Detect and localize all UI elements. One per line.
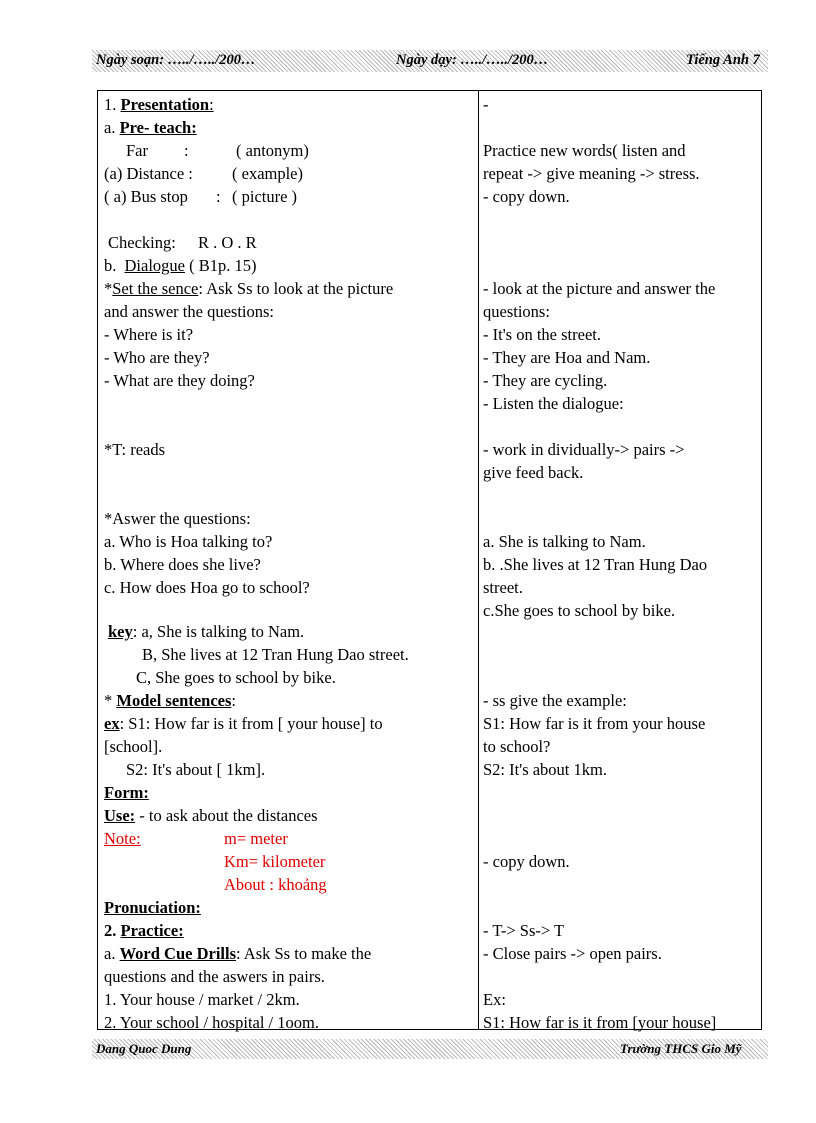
model-sentences-heading: * Model sentences: (104, 691, 236, 710)
example-s1-2: to school? (483, 737, 551, 756)
example-s2: S2: It's about [ 1km]. (126, 760, 266, 779)
close-open-pairs: - Close pairs -> open pairs. (483, 944, 662, 963)
checking-line: Checking: R . O . R (108, 233, 257, 252)
form-heading: Form: (104, 783, 149, 802)
example-s1: ex: S1: How far is it from [ your house] to (104, 714, 383, 733)
word-cue-drills: a. Word Cue Drills: Ask Ss to make the (104, 944, 372, 963)
ex-label: Ex: (483, 990, 506, 1009)
copy-down-2: - copy down. (483, 852, 570, 871)
note-about: About : khoảng (224, 875, 327, 894)
date-prepared: Ngày soạn: …../…../200… (96, 52, 256, 68)
question-what: - What are they doing? (104, 371, 255, 390)
author-name: Dang Quoc Dung (96, 1041, 192, 1056)
question-a: a. Who is Hoa talking to? (104, 532, 273, 551)
teacher-reads: *T: reads (104, 440, 166, 459)
answer-b-2: street. (483, 578, 523, 597)
lesson-table (97, 90, 762, 1030)
question-where: - Where is it? (104, 325, 194, 344)
answer-street: - It's on the street. (483, 325, 601, 344)
page-header (92, 50, 768, 72)
key-line-b: B, She lives at 12 Tran Hung Dao street. (142, 645, 409, 664)
date-taught: Ngày dạy: …../…../200… (396, 52, 549, 68)
practice-words-2: repeat -> give meaning -> stress. (483, 164, 700, 183)
copy-down-1: - copy down. (483, 187, 570, 206)
look-answer-1: - look at the picture and answer the (483, 279, 716, 298)
word-cue-drills-2: questions and the aswers in pairs. (104, 967, 325, 986)
dialogue-heading: b. Dialogue ( B1p. 15) (104, 256, 257, 275)
question-who: - Who are they? (104, 348, 210, 367)
key-line-c: C, She goes to school by bike. (136, 668, 336, 687)
answer-hoa-nam: - They are Hoa and Nam. (483, 348, 651, 367)
note-meter: Note: m= meter (104, 829, 288, 848)
dash: - (483, 95, 489, 114)
pronunciation-heading: Pronuciation: (104, 898, 201, 917)
work-individually-1: - work in dividually-> pairs -> (483, 440, 685, 459)
vocab-bus-stop: ( a) Bus stop : ( picture ) (104, 187, 298, 206)
column-divider (478, 91, 479, 1029)
set-scene-line-2: and answer the questions: (104, 302, 275, 321)
note-kilometer: Km= kilometer (224, 852, 326, 871)
answer-c: c.She goes to school by bike. (483, 601, 676, 620)
presentation-heading: 1. Presentation: (104, 95, 214, 114)
cue-2: 2. Your school / hospital / 1oom. (104, 1013, 319, 1032)
key-line-a: key: a, She is talking to Nam. (108, 622, 305, 641)
answer-b-1: b. .She lives at 12 Tran Hung Dao (483, 555, 708, 574)
preteach-heading: a. Pre- teach: (104, 118, 197, 137)
practice-words-1: Practice new words( listen and (483, 141, 686, 160)
page-footer (92, 1039, 768, 1059)
subject-label: Tiếng Anh 7 (686, 52, 760, 68)
answer-cycling: - They are cycling. (483, 371, 608, 390)
vocab-far: Far : ( antonym) (126, 141, 309, 160)
cue-1: 1. Your house / market / 2km. (104, 990, 300, 1009)
answer-a: a. She is talking to Nam. (483, 532, 646, 551)
listen-dialogue: - Listen the dialogue: (483, 394, 624, 413)
vocab-distance: (a) Distance : ( example) (104, 164, 304, 183)
t-ss-t: - T-> Ss-> T (483, 921, 565, 940)
ss-give-example: - ss give the example: (483, 691, 627, 710)
question-c: c. How does Hoa go to school? (104, 578, 310, 597)
question-b: b. Where does she live? (104, 555, 261, 574)
example-s1-1: S1: How far is it from your house (483, 714, 706, 733)
work-individually-2: give feed back. (483, 463, 584, 482)
example-school: [school]. (104, 737, 163, 756)
ex-s1: S1: How far is it from [your house] (483, 1013, 717, 1032)
example-s2: S2: It's about 1km. (483, 760, 607, 779)
practice-heading: 2. Practice: (104, 921, 184, 940)
use-line: Use: - to ask about the distances (104, 806, 318, 825)
school-name: Trường THCS Gio Mỹ (620, 1041, 742, 1056)
set-scene-line: *Set the sence: Ask Ss to look at the picture (104, 279, 394, 298)
answer-questions-heading: *Aswer the questions: (104, 509, 251, 528)
look-answer-2: questions: (483, 302, 550, 321)
